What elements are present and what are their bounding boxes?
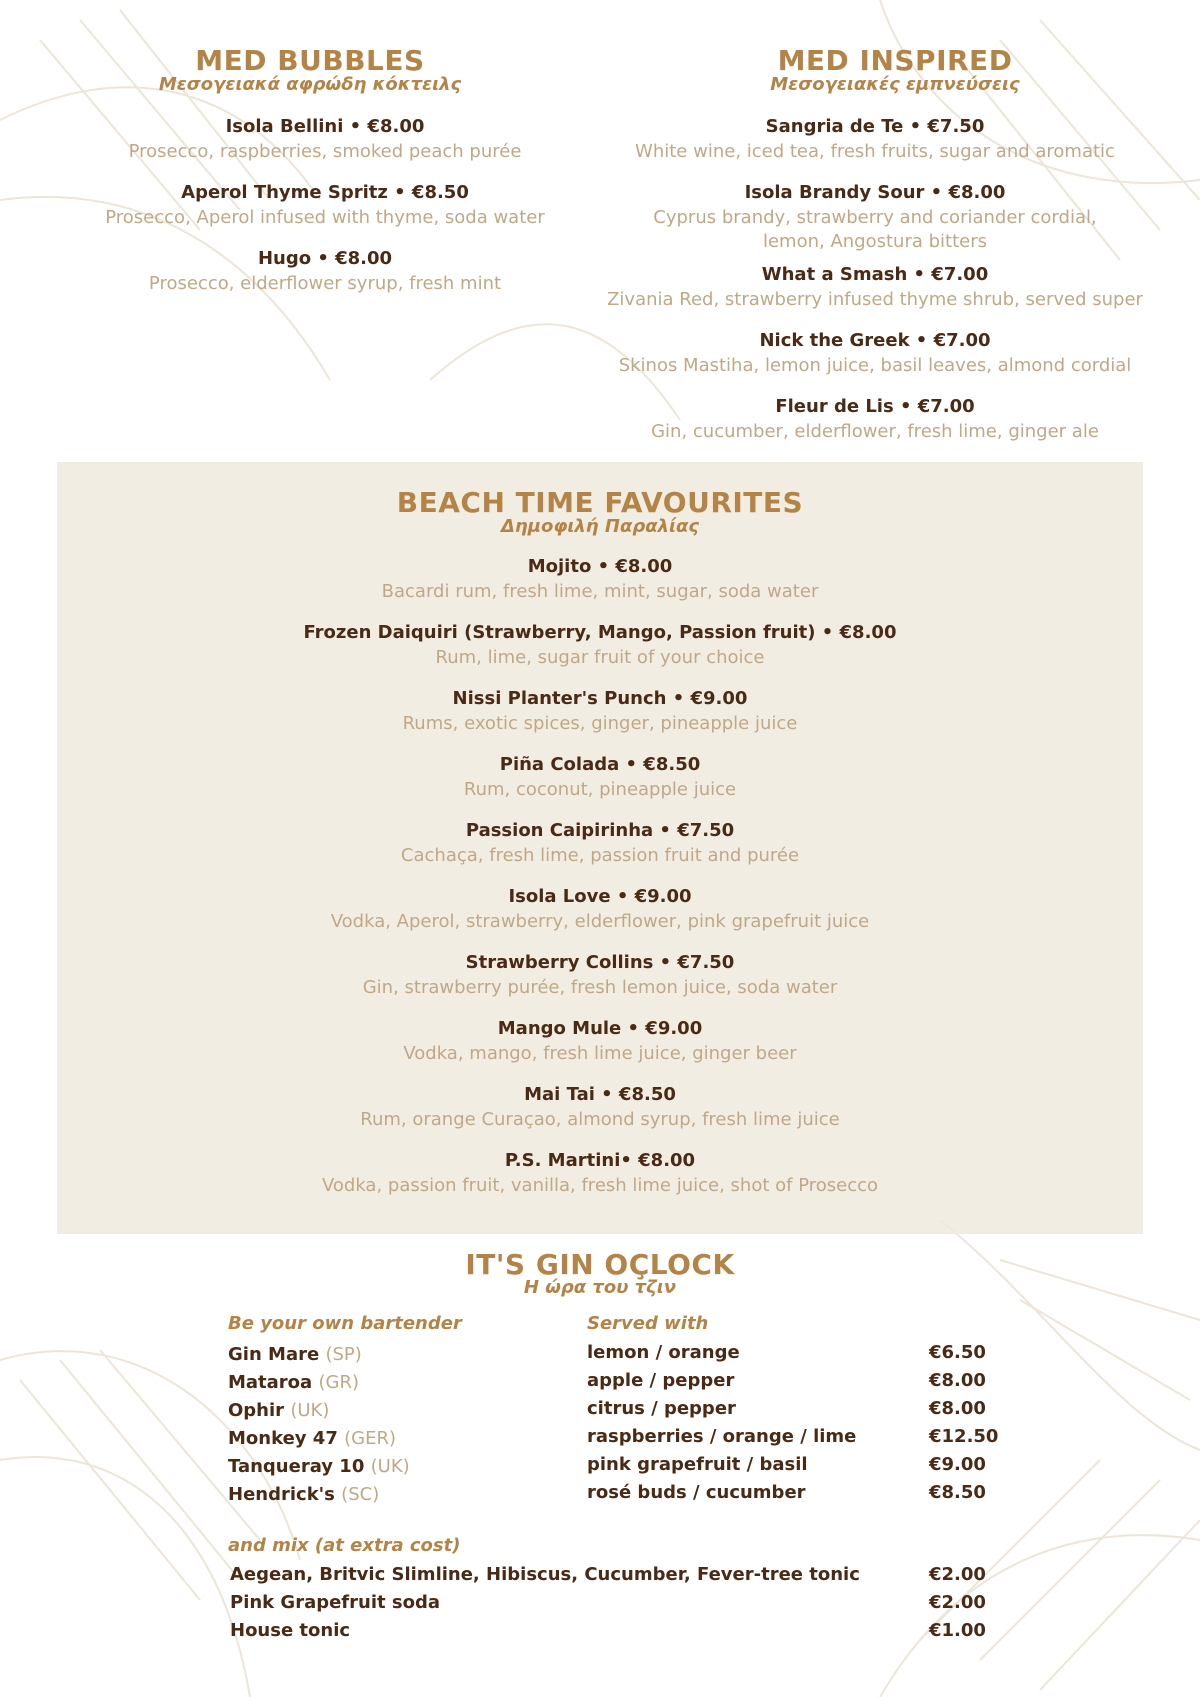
gin-price: €8.00 bbox=[929, 1370, 986, 1391]
menu-item-desc: Rum, lime, sugar fruit of your choice bbox=[435, 647, 765, 668]
menu-item-name: Piña Colada • €8.50 bbox=[499, 754, 701, 775]
gin-name: Ophir (UK) bbox=[228, 1400, 330, 1421]
menu-item-name: Aperol Thyme Spritz • €8.50 bbox=[181, 182, 469, 203]
served-with: raspberries / orange / lime bbox=[587, 1426, 857, 1447]
menu-item-name: Sangria de Te • €7.50 bbox=[765, 116, 985, 137]
menu-item-name: Isola Brandy Sour • €8.00 bbox=[744, 182, 1006, 203]
section-title-med-bubbles: MED BUBBLES bbox=[195, 44, 425, 77]
gin-price: €6.50 bbox=[929, 1342, 986, 1363]
menu-item-desc: Cyprus brandy, strawberry and coriander cordial, lemon, Angostura bitters bbox=[653, 207, 1097, 252]
mixer-price: €2.00 bbox=[929, 1564, 986, 1585]
menu-item-desc: Rums, exotic spices, ginger, pineapple juice bbox=[402, 713, 798, 734]
menu-item-name: Fleur de Lis • €7.00 bbox=[775, 396, 975, 417]
menu-item-name: Frozen Daiquiri (Strawberry, Mango, Passion fruit) • €8.00 bbox=[303, 622, 897, 643]
served-with: lemon / orange bbox=[587, 1342, 740, 1363]
gin-name: Mataroa (GR) bbox=[228, 1372, 359, 1393]
gin-price: €12.50 bbox=[929, 1426, 999, 1447]
menu-item-desc: Gin, cucumber, elderflower, fresh lime, ginger ale bbox=[651, 421, 1099, 442]
menu-item-desc: Skinos Mastiha, lemon juice, basil leaves, almond cordial bbox=[618, 355, 1132, 376]
menu-item-name: Isola Love • €9.00 bbox=[508, 886, 692, 907]
served-with: apple / pepper bbox=[587, 1370, 735, 1391]
section-subtitle-beach: Δημοφιλή Παραλίας bbox=[500, 516, 700, 537]
gin-price: €8.00 bbox=[929, 1398, 986, 1419]
menu-item-name: Nick the Greek • €7.00 bbox=[759, 330, 991, 351]
gin-column-header: Be your own bartender bbox=[228, 1313, 462, 1334]
served-with-column-header: Served with bbox=[587, 1313, 709, 1334]
mixer-name: Pink Grapefruit soda bbox=[230, 1592, 440, 1613]
menu-item-desc: Vodka, mango, fresh lime juice, ginger beer bbox=[403, 1043, 797, 1064]
menu-item-desc: Prosecco, raspberries, smoked peach purée bbox=[128, 141, 522, 162]
mixer-price: €1.00 bbox=[929, 1620, 986, 1641]
menu-item-desc: Gin, strawberry purée, fresh lemon juice, soda water bbox=[362, 977, 838, 998]
menu-item-desc: Prosecco, Aperol infused with thyme, soda water bbox=[105, 207, 545, 228]
menu-item-name: Strawberry Collins • €7.50 bbox=[465, 952, 735, 973]
mixer-name: House tonic bbox=[230, 1620, 351, 1641]
section-subtitle-med-inspired: Μεσογειακές εμπνεύσεις bbox=[770, 74, 1020, 95]
menu-item-desc: Rum, coconut, pineapple juice bbox=[463, 779, 737, 800]
gin-name: Hendrick's (SC) bbox=[228, 1484, 380, 1505]
served-with: citrus / pepper bbox=[587, 1398, 736, 1419]
menu-item-desc: Bacardi rum, fresh lime, mint, sugar, soda water bbox=[381, 581, 819, 602]
mixers-header: and mix (at extra cost) bbox=[228, 1535, 461, 1556]
gin-price: €9.00 bbox=[929, 1454, 986, 1475]
section-subtitle-gin: Η ώρα του τζιν bbox=[523, 1277, 677, 1298]
menu-item-desc: Vodka, Aperol, strawberry, elderflower, pink grapefruit juice bbox=[330, 911, 870, 932]
section-title-beach: BEACH TIME FAVOURITES bbox=[396, 486, 804, 519]
menu-item-desc: White wine, iced tea, fresh fruits, sugar and aromatic bbox=[635, 141, 1115, 162]
menu-item-name: Mai Tai • €8.50 bbox=[524, 1084, 676, 1105]
menu-item-name: Nissi Planter's Punch • €9.00 bbox=[452, 688, 748, 709]
menu-item-name: Hugo • €8.00 bbox=[257, 248, 393, 269]
menu-item-desc: Vodka, passion fruit, vanilla, fresh lime juice, shot of Prosecco bbox=[321, 1175, 879, 1196]
gin-name: Tanqueray 10 (UK) bbox=[228, 1456, 410, 1477]
menu-item-name: Passion Caipirinha • €7.50 bbox=[465, 820, 735, 841]
menu-item-name: Mojito • €8.00 bbox=[527, 556, 673, 577]
section-title-gin: IT'S GIN OÇLOCK bbox=[465, 1248, 735, 1281]
served-with: rosé buds / cucumber bbox=[587, 1482, 806, 1503]
menu-item-desc: Rum, orange Curaçao, almond syrup, fresh lime juice bbox=[360, 1109, 840, 1130]
gin-price: €8.50 bbox=[929, 1482, 986, 1503]
section-title-med-inspired: MED INSPIRED bbox=[777, 44, 1013, 77]
menu-item-name: Mango Mule • €9.00 bbox=[497, 1018, 703, 1039]
gin-name: Gin Mare (SP) bbox=[228, 1344, 362, 1365]
menu-item-name: Isola Bellini • €8.00 bbox=[225, 116, 425, 137]
served-with: pink grapefruit / basil bbox=[587, 1454, 808, 1475]
menu-item-name: What a Smash • €7.00 bbox=[761, 264, 989, 285]
menu-item-desc: Cachaça, fresh lime, passion fruit and purée bbox=[400, 845, 800, 866]
gin-name: Monkey 47 (GER) bbox=[228, 1428, 396, 1449]
menu-item-desc: Prosecco, elderflower syrup, fresh mint bbox=[148, 273, 502, 294]
menu-item-name: P.S. Martini• €8.00 bbox=[504, 1150, 696, 1171]
mixer-name: Aegean, Britvic Slimline, Hibiscus, Cucumber, Fever-tree tonic bbox=[230, 1564, 860, 1585]
mixer-price: €2.00 bbox=[929, 1592, 986, 1613]
section-subtitle-med-bubbles: Μεσογειακά αφρώδη κόκτειλς bbox=[158, 74, 462, 95]
menu-item-desc: Zivania Red, strawberry infused thyme shrub, served super bbox=[607, 289, 1143, 310]
